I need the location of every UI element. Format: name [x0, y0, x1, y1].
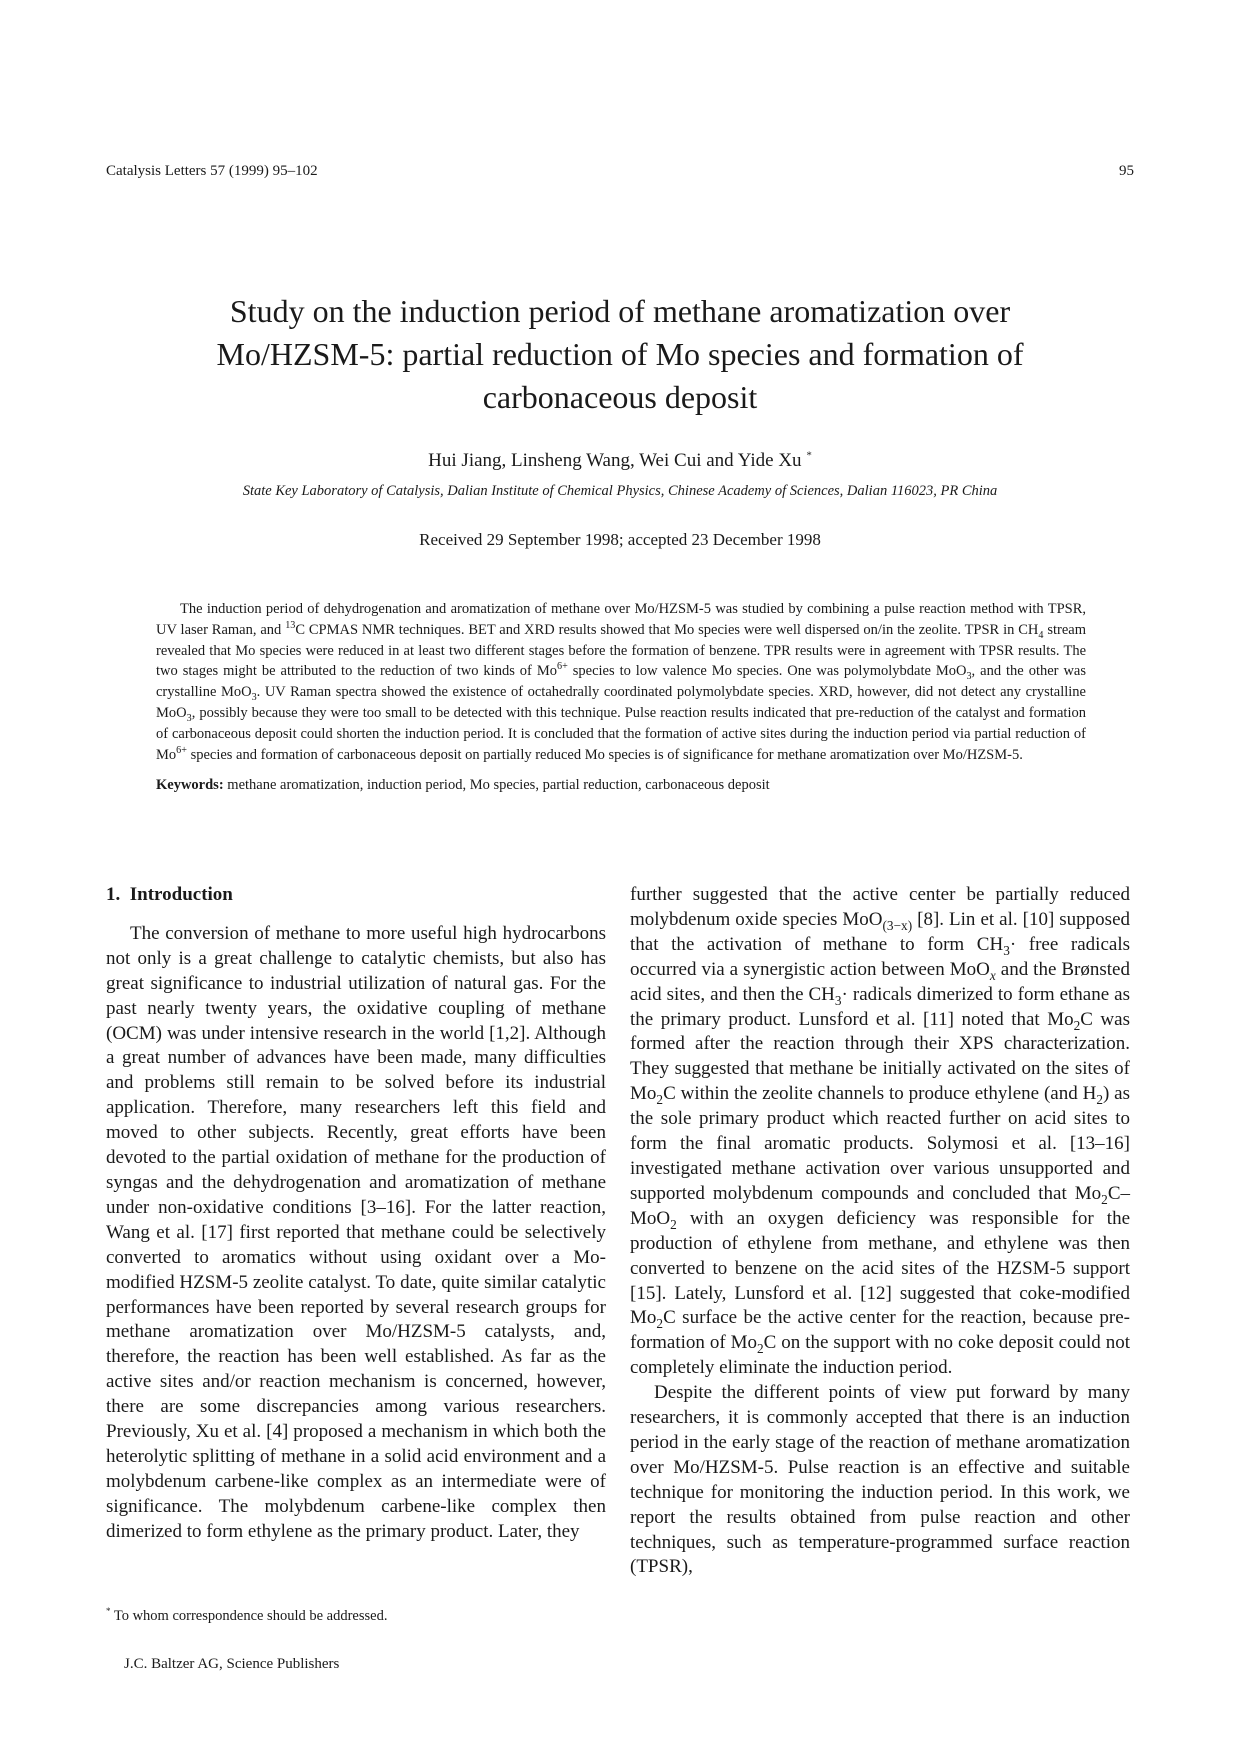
subscript: 2 [1096, 1092, 1103, 1108]
subscript: 3 [834, 992, 842, 1008]
right-column [630, 883, 1130, 1580]
footnote-text: To whom correspondence should be addressed. [110, 1608, 388, 1624]
text-fragment: and the Brønsted acid sites, and then the CH [630, 958, 1130, 1005]
subscript: 3 [966, 671, 972, 683]
text-fragment: [8]. Lin et al. [10] supposed that the activation of methane to form CH [630, 908, 1130, 955]
author-list [106, 450, 1134, 472]
text-fragment: C–MoO [630, 1182, 1130, 1229]
intro-paragraph: The conversion of methane to more useful high hydrocarbons not only is a great challenge to catalytic chemists, but also has great significance to industrial utilization of natural gas. For the past nearly twenty years, the oxidative coupling of methane (OCM) was under intensive research in the world [1,2]. Although a great number of advances have been made, many difficulties and problems still remain to be solved before its industrial application. Therefore, many researchers left this field and moved to other subjects. Recently, great efforts have been devoted to the partial oxidation of methane for the production of syngas and the dehydrogenation and aromatization of methane under non-oxidative conditions [3–16]. For the latter reaction, Wang et al. [17] first reported that methane could be selectively converted to aromatics without using oxidant over a Mo-modified HZSM-5 zeolite catalyst. To date, quite similar catalytic performances have been reported by several research groups for methane aromatization over Mo/HZSM-5 catalysts, and, therefore, the reaction has been well established. As far as the active sites and/or reaction mechanism is concerned, however, there are some discrepancies among various researchers. Previously, Xu et al. [4] proposed a mechanism in which both the heterolytic splitting of methane in a solid acid environment and a molybdenum carbene-like complex as an intermediate were of significance. The molybdenum carbene-like complex then dimerized to form ethylene as the primary product. Later, they [106, 922, 606, 1542]
subscript: (3−x) [882, 917, 913, 933]
received-dates: Received 29 September 1998; accepted 23 December 1998 [419, 530, 821, 549]
text-fragment: ) as the sole primary product which reacted further on acid sites to form the final aromatic products. Solymosi et al. [13–16] investigated methane activation over various unsupported and supported molybdenum compounds and concluded that Mo [630, 1083, 1130, 1204]
journal-citation: Catalysis Letters 57 (1999) 95–102 [106, 163, 318, 179]
text-fragment: C within the zeolite channels to produce ethylene (and H [663, 1083, 1097, 1105]
superscript: 13 [285, 619, 296, 631]
text-fragment: C was formed after the reaction through their XPS characterization. They suggested that methane be initially activated on the sites of Mo [630, 1008, 1130, 1105]
superscript: 6+ [557, 661, 568, 673]
subscript: 3 [186, 712, 192, 724]
subscript: x [989, 967, 996, 983]
paper-title [106, 290, 1134, 419]
title-line: Study on the induction period of methane aromatization over [229, 293, 1011, 329]
subscript: 3 [1003, 942, 1010, 958]
text-fragment: further suggested that the active center be partially reduced molybdenum oxide species MoO [630, 884, 1130, 930]
abstract-fragment: , and the other was crystalline MoO [156, 663, 1086, 701]
footnote-mark: * [106, 1606, 111, 1617]
title-line: carbonaceous deposit [482, 379, 758, 415]
subscript: 2 [670, 1216, 677, 1232]
section-number: 1. [106, 884, 121, 905]
keywords [156, 775, 1086, 796]
abstract-fragment: C CPMAS NMR techniques. BET and XRD results showed that Mo species were well dispersed on/in the zeolite. TPSR in CH [295, 621, 1039, 638]
subscript: 2 [656, 1316, 664, 1332]
subscript: 2 [1101, 1191, 1108, 1207]
subscript: 3 [251, 692, 257, 704]
subscript: 2 [656, 1092, 664, 1108]
footnote [106, 1608, 606, 1625]
abstract-fragment: The induction period of dehydrogenation and aromatization of methane over Mo/HZSM-5 was studied by combining a pulse reaction method with TPSR, UV laser Raman, and [156, 601, 1086, 638]
page-number: 95 [1119, 163, 1134, 179]
subscript: 2 [1073, 1017, 1081, 1033]
abstract-fragment: . UV Raman spectra showed the existence of octahedrally coordinated polymolybdate species. XRD, however, did not detect any crystalline MoO [156, 684, 1086, 721]
section-heading [106, 883, 606, 908]
text-fragment: · free radicals occurred via a synergistic action between MoO [630, 933, 1130, 980]
intro-paragraph-continued [630, 883, 1130, 1381]
section-title: Introduction [129, 884, 233, 905]
abstract-fragment: species and formation of carbonaceous deposit on partially reduced Mo species is of significance for methane aromatization over Mo/HZSM-5. [186, 746, 1023, 763]
abstract-fragment: , possibly because they were too small to be detected with this technique. Pulse reaction results indicated that pre-reduction of the catalyst and formation of carbonaceous deposit could shorten the induction period. It is concluded that the formation of active sites during the induction period via partial reduction of Mo [156, 704, 1086, 763]
text-fragment: C surface be the active center for the reaction, because pre-formation of Mo [630, 1307, 1130, 1354]
left-column [106, 883, 606, 1545]
keywords-list: methane aromatization, induction period, Mo species, partial reduction, carbonaceous deposit [223, 777, 770, 794]
abstract-fragment: species to low valence Mo species. One was polymolybdate MoO [567, 663, 967, 680]
intro-paragraph: Despite the different points of view put forward by many researchers, it is commonly accepted that there is an induction period in the early stage of the reaction of methane aromatization over Mo/HZSM-5. Pulse reaction is an effective and suitable technique for monitoring the induction period. In this work, we report the results obtained from pulse reaction and other techniques, such as temperature-programmed surface reaction (TPSR), [630, 1382, 1130, 1578]
abstract-fragment: stream revealed that Mo species were reduced in at least two different stages before the formation of benzene. TPR results were in agreement with TPSR results. The two stages might be attributed to the reduction of two kinds of Mo [156, 621, 1086, 680]
abstract [156, 599, 1086, 796]
publisher-line: J.C. Baltzer AG, Science Publishers [124, 1656, 340, 1672]
title-line: Mo/HZSM-5: partial reduction of Mo species and formation of [216, 336, 1024, 372]
corresponding-author-mark: * [806, 449, 812, 462]
text-fragment: C on the support with no coke deposit could not completely eliminate the induction period. [630, 1332, 1130, 1379]
subscript: 4 [1038, 629, 1044, 641]
affiliation: State Key Laboratory of Catalysis, Dalian Institute of Chemical Physics, Chinese Academy of Sciences, Dalian 116023, PR China [242, 483, 998, 499]
abstract-text [156, 599, 1086, 765]
superscript: 6+ [176, 744, 187, 756]
author-names: Hui Jiang, Linsheng Wang, Wei Cui and Yide Xu [428, 450, 802, 471]
subscript: 2 [757, 1341, 764, 1357]
text-fragment: with an oxygen deficiency was responsible for the production of ethylene from methane, and ethylene was then converted to benzene on the acid sites of the HZSM-5 support [15]. Lately, Lunsford et al. [12] suggested that coke-modified Mo [630, 1207, 1130, 1329]
keywords-label: Keywords: [156, 777, 224, 794]
text-fragment: · radicals dimerized to form ethane as the primary product. Lunsford et al. [11] noted that Mo [630, 983, 1130, 1030]
